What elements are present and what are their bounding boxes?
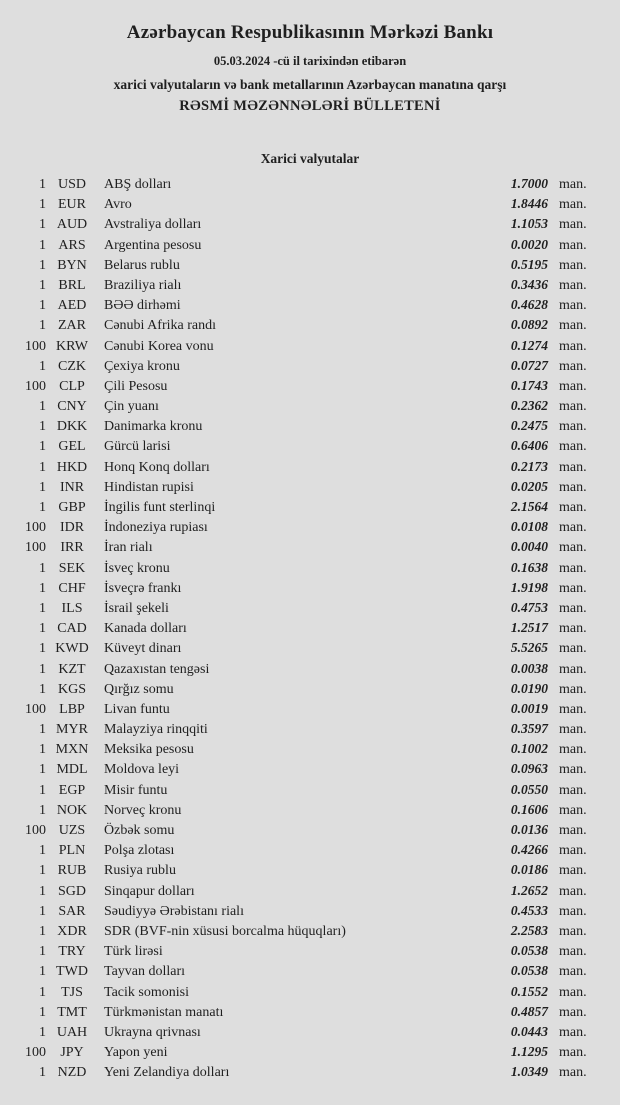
currency-name: Cənubi Korea vonu [104,338,214,354]
currency-name: Səudiyyə Ərəbistanı rialı [104,903,244,919]
currency-code: NZD [57,1065,87,1081]
rate-value: 0.0136 [510,822,548,837]
currency-quantity: 1 [39,944,46,960]
rate-row [0,336,608,356]
rate-row [0,598,608,618]
rate-value: 1.7000 [510,176,548,191]
rate-row [0,901,608,921]
currency-code: GEL [58,439,86,455]
currency-quantity: 1 [39,621,46,637]
rate-value: 0.0020 [510,236,548,252]
currency-name: İsveç kronu [104,560,170,576]
currency-code: LBP [59,701,85,717]
currency-quantity: 100 [25,378,46,394]
unit-label: man. [559,923,587,939]
currency-code: BYN [57,257,87,273]
bank-name-title: Azərbaycan Respublikasının Mərkəzi Bankı [126,22,494,43]
rate-row [0,396,608,416]
currency-quantity: 1 [39,782,46,798]
rate-value: 0.1606 [510,801,548,817]
currency-quantity: 1 [39,560,46,576]
currency-quantity: 1 [39,722,46,738]
rate-value: 0.0190 [510,680,548,696]
unit-label: man. [559,177,587,192]
currency-code: USD [57,177,86,192]
rate-row [0,618,608,638]
rate-value: 0.1274 [510,337,548,353]
currency-name: Rusiya rublu [104,863,176,879]
unit-label: man. [559,883,587,899]
unit-label: man. [559,863,587,879]
unit-label: man. [559,600,587,616]
unit-label: man. [559,459,587,475]
currency-quantity: 1 [39,762,46,778]
currency-quantity: 1 [39,641,46,657]
currency-code: RUB [57,863,87,879]
unit-label: man. [559,661,587,677]
rate-value: 0.0538 [510,943,548,959]
bulletin-header [0,0,620,116]
currency-name: SDR (BVF-nin xüsusi borcalma hüquqları) [104,923,346,939]
currency-name: Çili Pesosu [104,378,168,394]
rate-row [0,436,608,456]
currency-code: MDL [56,762,88,778]
currency-code: IRR [60,540,84,556]
currency-code: AED [57,298,87,314]
rate-row [0,719,608,739]
currency-quantity: 100 [25,823,46,838]
rate-row [0,982,608,1002]
rate-value: 0.0019 [510,700,548,716]
rate-value: 0.2173 [510,458,548,474]
rate-value: 0.0040 [510,539,548,555]
currency-name: İngilis funt sterlinqi [104,500,216,515]
currency-quantity: 1 [39,964,46,980]
rate-row [0,356,608,376]
unit-label: man. [559,984,587,1000]
rate-row [0,800,608,820]
rate-row [0,194,608,214]
rate-value: 0.0443 [510,1023,548,1039]
currency-name: Meksika pesosu [104,742,194,758]
unit-label: man. [559,338,587,354]
currency-code: HKD [56,459,88,475]
unit-label: man. [559,762,587,778]
unit-label: man. [559,843,587,859]
unit-label: man. [559,782,587,798]
currency-code: CNY [57,399,87,415]
rate-row [0,659,608,679]
currency-quantity: 1 [39,298,46,314]
currency-quantity: 1 [39,459,46,475]
currency-name: Polşa zlotası [104,843,175,859]
rate-row [0,578,608,598]
currency-name: Çin yuanı [104,399,159,415]
rate-value: 1.1295 [510,1044,548,1060]
currency-name: Braziliya rialı [104,277,182,293]
unit-label: man. [559,1024,587,1040]
rate-value: 0.4857 [510,1003,548,1019]
currency-quantity: 1 [39,237,46,253]
currency-code: CAD [57,621,87,637]
unit-label: man. [559,722,587,738]
rate-row [0,881,608,901]
unit-label: man. [559,479,587,495]
bulletin-subtitle: xarici valyutaların və bank metallarının Azərbaycan manatına qarşı [113,77,507,92]
currency-code: CLP [59,378,85,394]
currency-quantity: 100 [25,520,46,536]
rate-row [0,941,608,961]
unit-label: man. [559,903,587,919]
currency-name: Sinqapur dolları [104,883,195,899]
currency-name: İndoneziya rupiası [104,520,208,536]
rate-row [0,759,608,779]
currency-quantity: 1 [39,318,46,334]
rate-row [0,295,608,315]
currency-quantity: 1 [39,1065,46,1081]
currency-name: Cənubi Afrika randı [104,318,216,334]
currency-quantity: 1 [39,197,46,213]
currency-code: KGS [57,681,86,697]
rate-value: 0.4533 [510,902,548,918]
currency-code: ARS [58,237,86,253]
rate-row [0,174,608,194]
currency-name: Gürcü larisi [104,439,171,455]
rate-value: 0.3436 [510,276,548,292]
currency-name: Norveç kronu [104,802,182,818]
unit-label: man. [559,1065,587,1081]
currency-code: AUD [56,217,88,233]
currency-quantity: 1 [39,1024,46,1040]
rate-value: 0.1552 [510,983,548,999]
rates-table [0,174,608,1082]
currency-name: Yeni Zelandiya dolları [104,1065,230,1081]
rate-value: 0.6406 [510,438,548,454]
unit-label: man. [559,1004,587,1020]
currency-quantity: 1 [39,439,46,455]
unit-label: man. [559,257,587,273]
rate-value: 0.0108 [510,519,548,535]
currency-code: INR [59,479,85,495]
currency-name: Yapon yeni [104,1045,168,1061]
unit-label: man. [559,197,587,213]
currency-quantity: 1 [39,257,46,273]
currency-quantity: 1 [39,661,46,677]
bulletin-title: RƏSMİ MƏZƏNNƏLƏRİ BÜLLETENİ [179,98,441,114]
currency-quantity: 1 [39,883,46,899]
unit-label: man. [559,1045,587,1061]
unit-label: man. [559,217,587,233]
rate-value: 2.1564 [510,499,548,514]
currency-name: Türkmənistan manatı [104,1004,224,1020]
rate-value: 0.3597 [510,721,548,737]
rate-value: 0.5195 [510,256,548,272]
rate-row [0,497,608,517]
currency-name: Misir funtu [104,782,168,798]
currency-quantity: 1 [39,863,46,879]
currency-code: EUR [58,197,86,213]
currency-name: Livan funtu [104,701,170,717]
rate-value: 0.4753 [510,599,548,615]
rate-row [0,537,608,557]
rate-value: 0.2362 [510,398,548,414]
currency-quantity: 1 [39,479,46,495]
rate-row [0,961,608,981]
effective-date-line: 05.03.2024 -cü il tarixindən etibarən [213,54,407,68]
currency-name: Hindistan rupisi [104,479,194,495]
currency-code: JPY [60,1045,84,1061]
unit-label: man. [559,742,587,758]
currency-code: GBP [58,500,86,515]
currency-quantity: 1 [39,399,46,415]
rate-value: 1.2652 [510,882,548,898]
currency-code: ZAR [58,318,86,334]
currency-name: Küveyt dinarı [104,641,182,657]
currency-name: Malayziya rinqqiti [104,722,208,738]
currency-name: Belarus rublu [104,257,180,273]
currency-quantity: 1 [39,843,46,859]
currency-code: NOK [56,802,88,818]
currency-quantity: 100 [25,540,46,556]
currency-code: MXN [55,742,89,758]
currency-code: TJS [61,984,83,1000]
unit-label: man. [559,419,587,435]
currency-quantity: 1 [39,177,46,192]
currency-quantity: 1 [39,923,46,939]
currency-code: SGD [57,883,86,899]
rate-value: 0.0205 [510,478,548,494]
rate-row [0,921,608,941]
currency-code: TWD [56,964,88,980]
rate-value: 0.1638 [510,559,548,575]
currency-name: İsrail şekeli [104,600,169,616]
currency-name: Ukrayna qrivnası [104,1024,201,1040]
currency-name: BƏƏ dirhəmi [104,298,181,314]
currency-code: KWD [55,641,89,657]
unit-label: man. [559,681,587,697]
currency-name: Özbək somu [104,823,175,838]
unit-label: man. [559,701,587,717]
currency-code: TRY [58,944,86,960]
unit-label: man. [559,399,587,415]
currency-quantity: 1 [39,1004,46,1020]
unit-label: man. [559,823,587,838]
rate-row [0,235,608,255]
currency-name: Tacik somonisi [104,984,189,1000]
currency-code: XDR [57,923,87,939]
currency-quantity: 1 [39,802,46,818]
rate-value: 0.1002 [510,741,548,757]
rate-row [0,376,608,396]
unit-label: man. [559,580,587,596]
rate-value: 1.8446 [510,196,548,212]
rate-row [0,679,608,699]
rate-value: 0.0538 [510,963,548,979]
section-title-foreign-currencies: Xarici valyutalar [260,151,360,166]
unit-label: man. [559,277,587,293]
currency-code: MYR [56,722,88,738]
rate-row [0,860,608,880]
rate-row [0,275,608,295]
currency-code: CZK [58,358,86,374]
rate-row [0,315,608,335]
rate-value: 0.2475 [510,418,548,434]
currency-name: Kanada dolları [104,621,187,637]
currency-quantity: 1 [39,217,46,233]
currency-code: IDR [59,520,85,536]
currency-quantity: 1 [39,903,46,919]
unit-label: man. [559,621,587,637]
currency-name: ABŞ dolları [104,177,172,192]
currency-code: ILS [61,600,83,616]
currency-name: Moldova leyi [104,762,180,778]
rate-value: 1.2517 [510,620,548,636]
currency-name: Avro [104,197,132,213]
currency-quantity: 100 [25,1045,46,1061]
rate-value: 0.0963 [510,761,548,777]
currency-code: PLN [58,843,86,859]
currency-code: CHF [58,580,86,596]
rate-row [0,558,608,578]
unit-label: man. [559,641,587,657]
currency-code: TMT [57,1004,87,1020]
currency-quantity: 1 [39,419,46,435]
rate-row [0,638,608,658]
unit-label: man. [559,944,587,960]
unit-label: man. [559,802,587,818]
currency-code: SAR [58,903,86,919]
unit-label: man. [559,237,587,253]
currency-quantity: 1 [39,358,46,374]
rate-row [0,1022,608,1042]
currency-quantity: 1 [39,277,46,293]
currency-code: EGP [58,782,86,798]
rate-row [0,214,608,234]
rate-row [0,1002,608,1022]
currency-quantity: 1 [39,500,46,515]
currency-quantity: 1 [39,681,46,697]
unit-label: man. [559,298,587,314]
unit-label: man. [559,358,587,374]
unit-label: man. [559,540,587,556]
rate-value: 2.2583 [510,922,548,938]
rate-value: 1.1053 [510,216,548,232]
rate-value: 0.0550 [510,781,548,797]
currency-name: Tayvan dolları [104,964,186,980]
rate-value: 0.0892 [510,317,548,333]
rate-row [0,780,608,800]
unit-label: man. [559,318,587,334]
currency-code: SEK [58,560,86,576]
unit-label: man. [559,500,587,515]
currency-code: KZT [58,661,86,677]
currency-name: İsveçrə frankı [104,580,182,596]
currency-code: UZS [58,823,86,838]
currency-name: Argentina pesosu [104,237,202,253]
rate-value: 1.0349 [510,1064,548,1080]
unit-label: man. [559,520,587,536]
rate-row [0,255,608,275]
rate-row [0,840,608,860]
rate-value: 0.0186 [510,862,548,878]
currency-code: KRW [56,338,88,354]
rate-row [0,739,608,759]
currency-name: Türk lirəsi [104,944,163,960]
unit-label: man. [559,439,587,455]
currency-name: Qazaxıstan tengəsi [104,661,210,677]
currency-quantity: 100 [25,701,46,717]
rate-row [0,1062,608,1082]
currency-code: BRL [58,277,86,293]
currency-name: Honq Konq dolları [104,459,210,475]
rate-row [0,1042,608,1062]
currency-quantity: 100 [25,338,46,354]
rate-value: 5.5265 [510,640,548,656]
rate-value: 0.0727 [510,357,548,373]
currency-name: Qırğız somu [104,681,174,697]
currency-name: İran rialı [104,540,153,556]
rate-row [0,517,608,537]
currency-code: UAH [56,1024,88,1040]
rate-value: 1.9198 [510,579,548,595]
rate-value: 0.4266 [510,842,548,858]
rate-value: 0.0038 [510,660,548,676]
unit-label: man. [559,560,587,576]
unit-label: man. [559,964,587,980]
rate-value: 0.4628 [510,297,548,313]
currency-quantity: 1 [39,984,46,1000]
rate-row [0,416,608,436]
unit-label: man. [559,378,587,394]
rate-row [0,477,608,497]
currency-quantity: 1 [39,580,46,596]
rate-row [0,457,608,477]
rate-value: 0.1743 [510,377,548,393]
currency-name: Danimarka kronu [104,419,203,435]
currency-name: Avstraliya dolları [104,217,202,233]
currency-code: DKK [56,419,88,435]
currency-name: Çexiya kronu [104,358,180,374]
currency-quantity: 1 [39,742,46,758]
currency-quantity: 1 [39,600,46,616]
rate-row [0,699,608,719]
rate-row [0,820,608,840]
